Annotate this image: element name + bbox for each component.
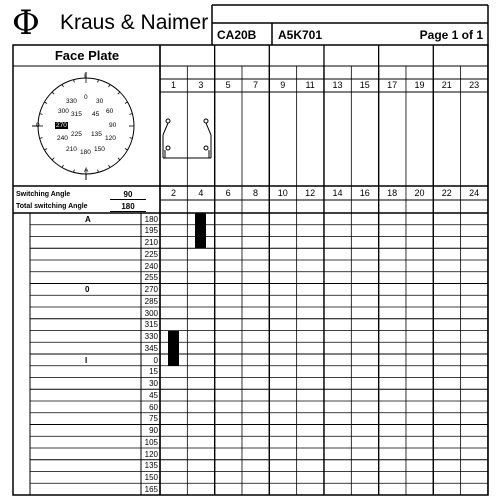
column-number-bottom: 20 [414,188,425,198]
column-number-bottom: 4 [198,188,204,198]
switching-angle-value: 90 [110,190,146,200]
dial-label: 180 [80,149,91,156]
angle-label: 315 [144,320,158,330]
total-switching-angle-label: Total switching Angle [16,203,88,210]
angle-label: 75 [149,414,158,424]
code-field-2: A5K701 [278,28,323,42]
company-logo: Φ [12,3,40,43]
column-number-bottom: 24 [469,188,480,198]
angle-label: 195 [144,226,158,236]
dial-pointer-label: 270 [56,122,67,129]
column-number-top: 19 [414,80,425,90]
position-label: 0 [85,285,90,294]
dial-label: 135 [91,131,102,138]
angle-label: 300 [144,308,158,318]
dial-label: 45 [92,111,100,118]
angle-label: 60 [149,402,158,412]
angle-label: 240 [144,261,158,271]
angle-label: 345 [144,343,158,353]
position-label: I [85,355,88,365]
column-number-bottom: 10 [277,188,288,198]
angle-label: 0 [153,355,158,365]
column-number-top: 5 [225,80,231,90]
company-name: Kraus & Naimer [60,11,209,34]
dial-label: 30 [96,98,104,105]
dial-label: 210 [66,146,77,153]
angle-label: 165 [144,484,158,494]
switching-angle-label: Switching Angle [16,191,71,198]
angle-label: 285 [144,296,158,306]
dial-mark-bottom: A [84,167,89,174]
angle-label: 30 [149,379,158,388]
column-number-top: 23 [469,80,480,90]
angle-label: 225 [144,249,158,259]
dial-label: 225 [71,131,82,138]
column-number-top: 7 [252,80,258,90]
column-number-bottom: 8 [252,188,258,198]
angle-label: 255 [144,273,158,283]
column-number-bottom: 6 [225,188,231,198]
dial-label: 90 [109,122,117,129]
column-number-bottom: 18 [387,188,398,198]
angle-label: 90 [149,426,158,435]
angle-label: 105 [144,437,158,447]
column-number-top: 17 [387,80,398,90]
dial-label: 120 [105,135,116,142]
dial-label: 60 [106,108,114,115]
dial-label: 0 [84,94,88,101]
angle-label: 150 [144,473,158,482]
dial-label: 0 [36,122,40,129]
column-number-top: 13 [332,80,343,90]
column-number-top: 11 [305,80,315,90]
position-label: A [85,214,91,224]
column-number-bottom: 2 [170,188,176,198]
column-number-top: 15 [359,80,370,90]
angle-label: 330 [144,332,158,341]
column-number-top: 9 [280,80,286,90]
dial-label: 300 [58,108,69,115]
angle-label: 135 [144,461,158,471]
column-number-bottom: 12 [305,188,316,198]
angle-label: 45 [149,390,158,400]
dial-label: 240 [57,135,68,142]
dial-label: 150 [94,146,105,153]
angle-label: 120 [144,449,158,459]
column-number-top: 1 [170,80,176,90]
column-number-bottom: 22 [441,188,452,198]
column-number-bottom: 14 [332,188,343,198]
angle-label: 180 [144,214,158,224]
dial-label: 330 [66,98,77,105]
column-number-bottom: 16 [359,188,370,198]
page-indicator: Page 1 of 1 [419,28,483,42]
total-switching-angle-value: 180 [110,202,146,212]
dial-label: 315 [71,111,82,118]
angle-label: 270 [144,285,158,294]
contact-closed-bar [195,213,206,248]
code-field-1: CA20B [217,28,257,42]
face-plate-title: Face Plate [54,48,120,63]
contact-closed-bar [168,331,179,366]
column-number-top: 3 [198,80,204,90]
angle-label: 210 [144,238,158,247]
column-number-top: 21 [441,80,452,90]
dial-mark-top: I [84,73,86,80]
angle-label: 15 [149,367,158,377]
